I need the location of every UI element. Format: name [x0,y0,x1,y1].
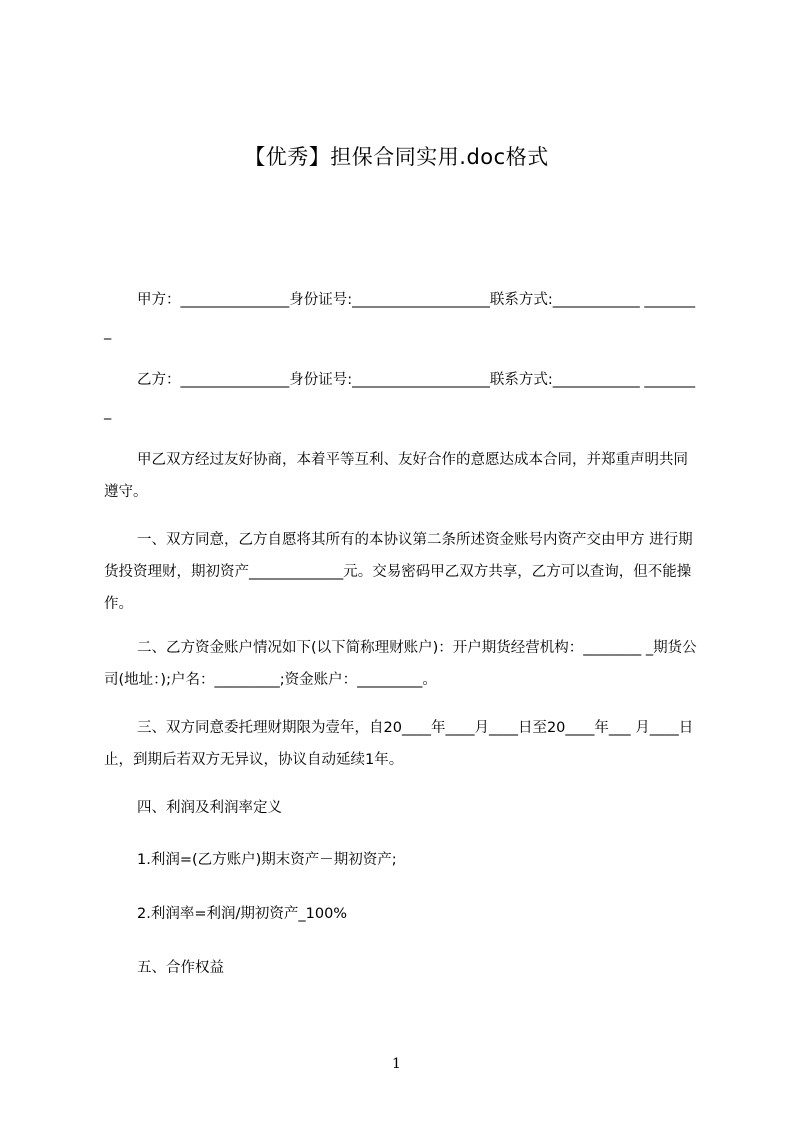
clause-3: 三、双方同意委托理财期限为壹年，自20____年____月____日至20____年___ 月____日止，到期后若双方无异议，协议自动延续1年。 [104,720,694,768]
clause-4-item-2: 2.利润率=利润/期初资产_100% [137,906,348,922]
document-title: 【优秀】担保合同实用.doc格式 [244,145,549,169]
clause-2: 二、乙方资金账户情况如下(以下简称理财账户)：开户期货经营机构：________ _期货公司(地址：);户名：_________;资金账户：_________。 [104,640,697,688]
intro-paragraph: 甲乙双方经过友好协商，本着平等互利、友好合作的意愿达成本合同，并郑重声明共同遵守。 [104,452,688,500]
clause-4-heading: 四、利润及利润率定义 [137,800,282,816]
clause-5-heading: 五、合作权益 [137,960,224,976]
clause-4-item-1: 1.利润=(乙方账户)期末资产－期初资产; [137,852,397,868]
party-a-line: 甲方：_______________身份证号:___________________联系方式:____________ ________ [104,292,696,340]
page-number: 1 [392,1056,401,1072]
party-b-line: 乙方：_______________身份证号:___________________联系方式:____________ ________ [104,372,696,420]
clause-1: 一、双方同意，乙方自愿将其所有的本协议第二条所述资金账号内资产交由甲方 进行期货投资理财，期初资产_____________元。交易密码甲乙双方共享，乙方可以查询，但不能操作。 [104,532,693,612]
